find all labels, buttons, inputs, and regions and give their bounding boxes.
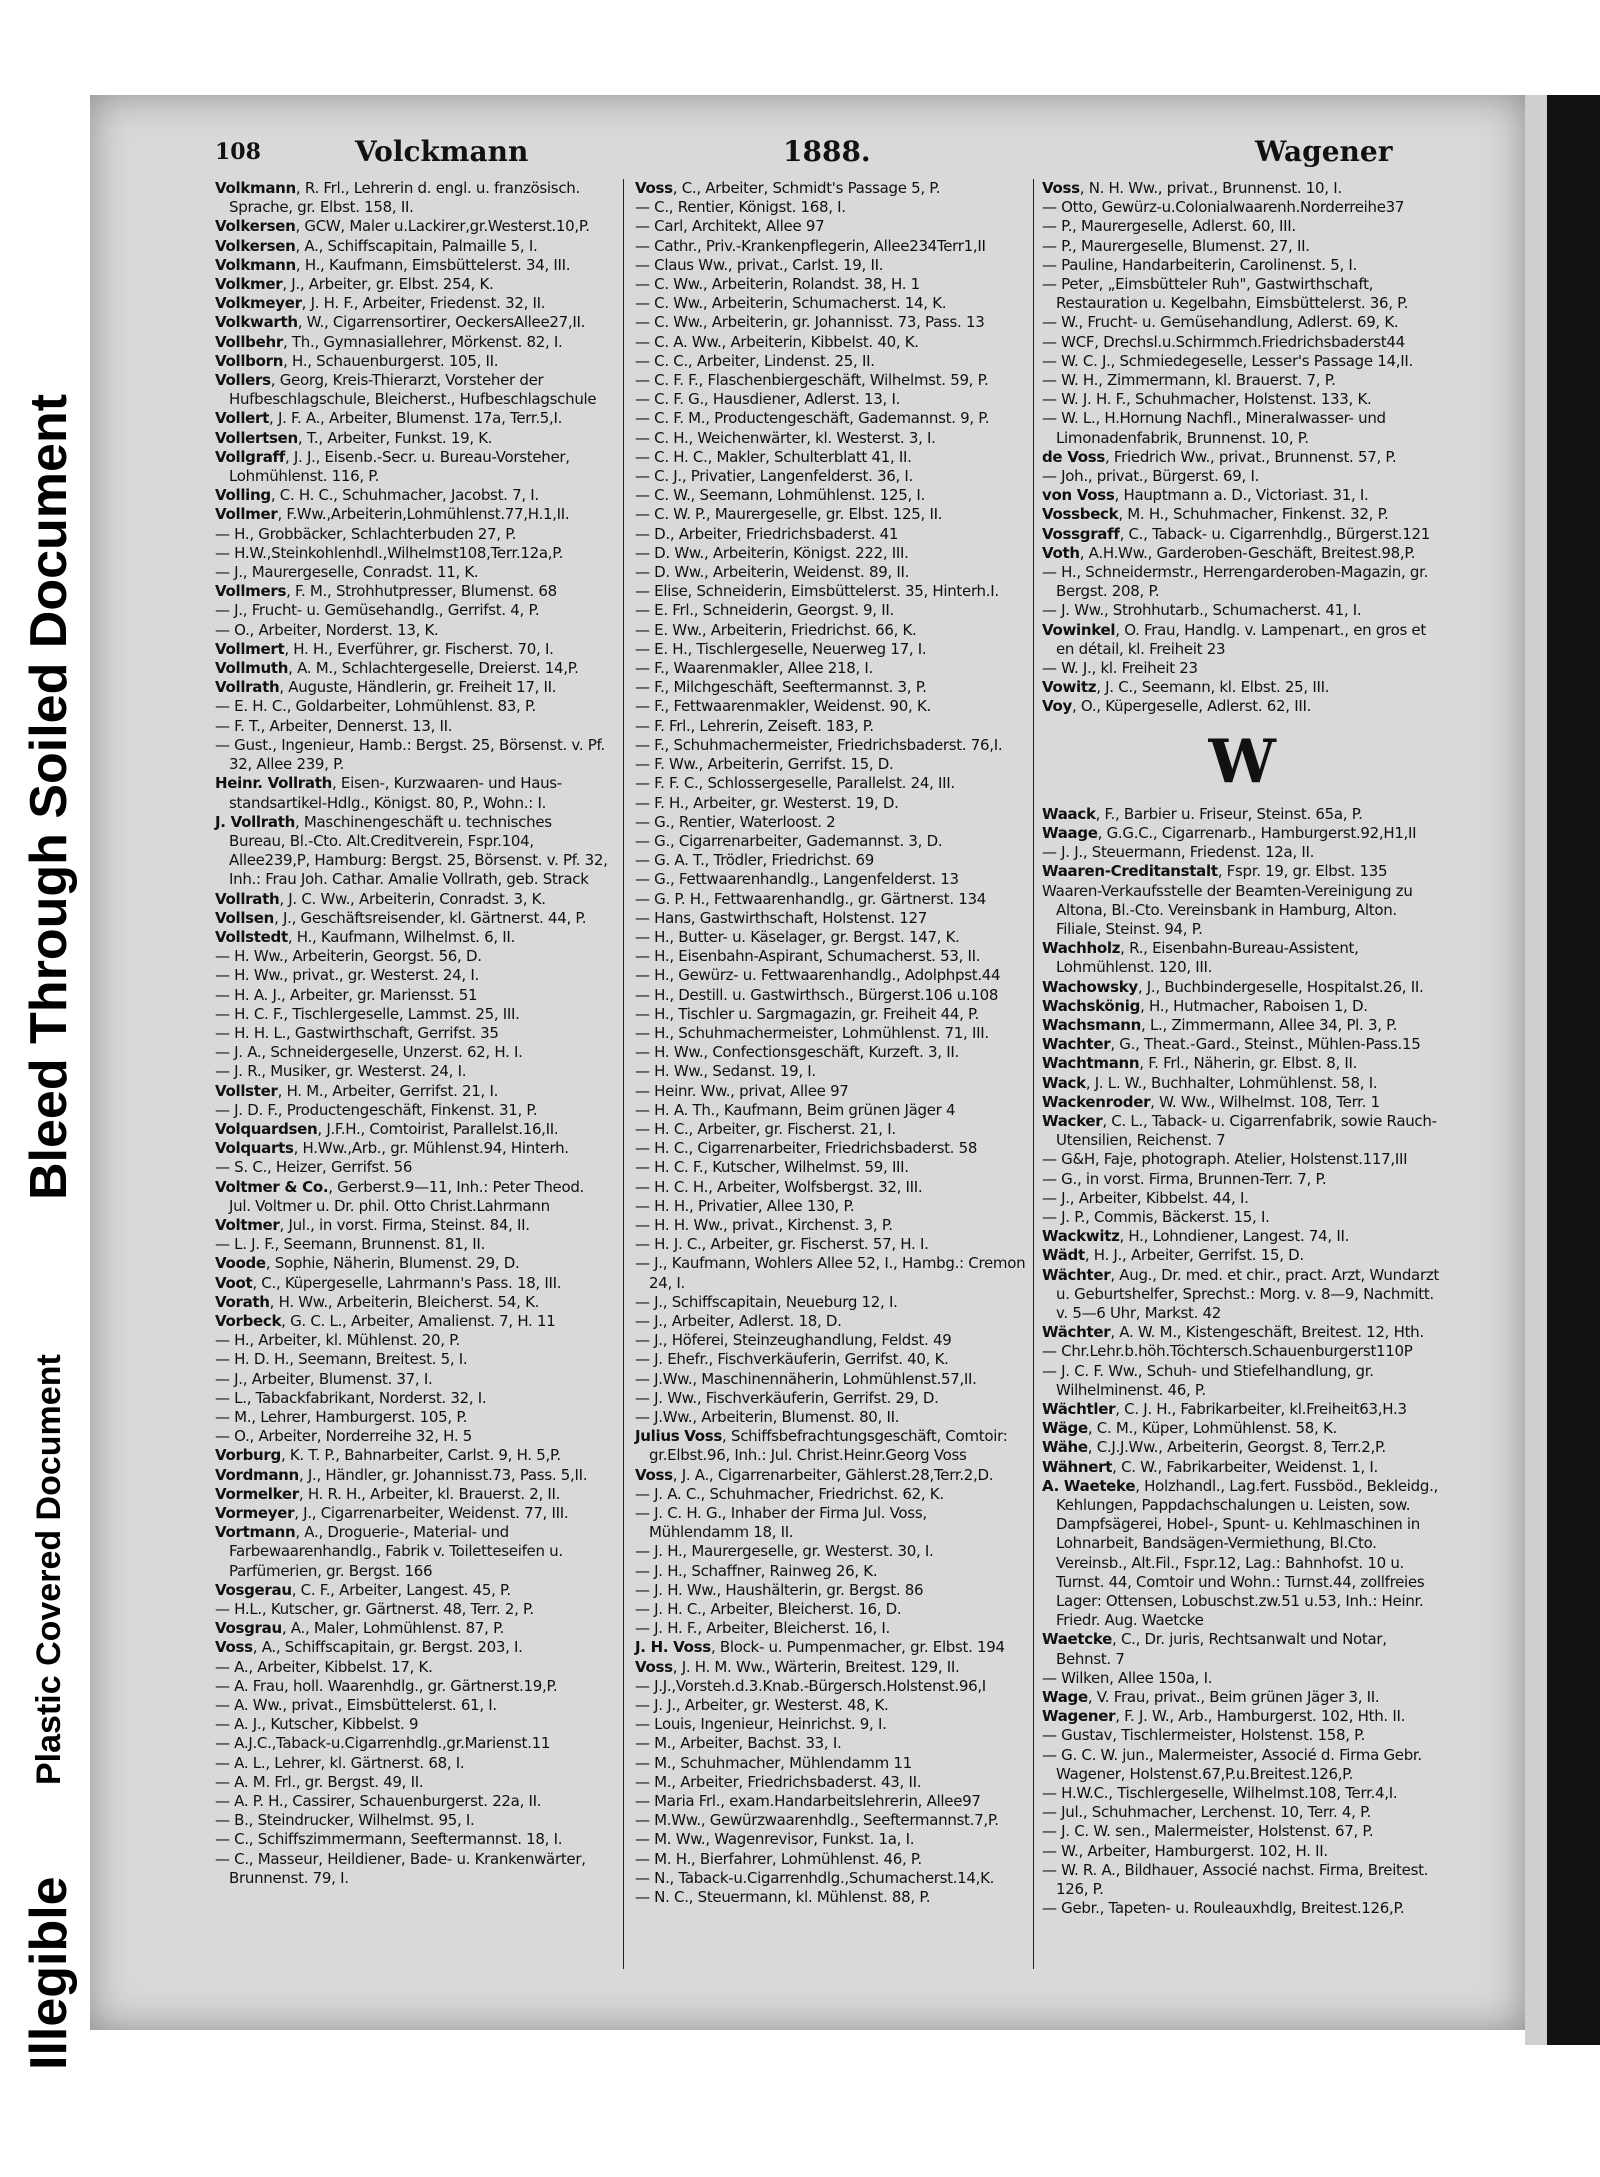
directory-entry: — J. Ww., Strohhutarb., Schumacherst. 41, I. <box>1042 601 1362 620</box>
directory-entry: — Pauline, Handarbeiterin, Carolinenst. 5, I. <box>1042 255 1357 274</box>
directory-entry: — Elise, Schneiderin, Eimsbüttelerst. 35, Hinterh.I. <box>635 582 999 601</box>
directory-entry: — S. C., Heizer, Gerrifst. 56 <box>215 1158 413 1177</box>
directory-entry: — D. Ww., Arbeiterin, Königst. 222, III. <box>635 543 909 562</box>
directory-entry: — J. R., Musiker, gr. Westerst. 24, I. <box>215 1062 467 1081</box>
directory-entry: — J., Frucht- u. Gemüsehandlg., Gerrifst. 4, P. <box>215 601 540 620</box>
directory-entry: de Voss, Friedrich Ww., privat., Brunnenst. 57, P. <box>1042 447 1397 466</box>
directory-entry: Vormelker, H. R. H., Arbeiter, kl. Brauerst. 2, II. <box>215 1484 561 1503</box>
directory-entry: — J., Schiffscapitain, Neueburg 12, I. <box>635 1292 898 1311</box>
directory-entry: Wack, J. L. W., Buchhalter, Lohmühlenst. 58, I. <box>1042 1073 1378 1092</box>
directory-entry: — G., Cigarrenarbeiter, Gademannst. 3, D. <box>635 831 943 850</box>
directory-entry: — J., Arbeiter, Kibbelst. 44, I. <box>1042 1188 1249 1207</box>
directory-entry: Vosgrau, A., Maler, Lohmühlenst. 87, P. <box>215 1619 504 1638</box>
directory-entry: — J. Ehefr., Fischverkäuferin, Gerrifst. 40, K. <box>635 1350 949 1369</box>
directory-entry: — J. D. F., Productengeschäft, Finkenst. 31, P. <box>215 1100 538 1119</box>
directory-entry: Wachholz, R., Eisenbahn-Bureau-Assistent, Lohmühlenst. 120, III. <box>1042 939 1364 977</box>
directory-entry: Wackwitz, H., Lohndiener, Langest. 74, II. <box>1042 1227 1350 1246</box>
directory-entry: — C. F. F., Flaschenbiergeschäft, Wilhelmst. 59, P. <box>635 371 989 390</box>
directory-entry: Volkmeyer, J. H. F., Arbeiter, Friedenst. 32, II. <box>215 294 546 313</box>
directory-entry: — J. A. C., Schuhmacher, Friedrichst. 62, K. <box>635 1484 944 1503</box>
column-3-bottom <box>1042 805 1442 1919</box>
directory-entry: Wacker, C. L., Taback- u. Cigarrenfabrik, sowie Rauch-Utensilien, Reichenst. 7 <box>1042 1111 1437 1150</box>
directory-entry: — H. Ww., Arbeiterin, Georgst. 56, D. <box>215 947 482 966</box>
directory-entry: Voth, A.H.Ww., Garderoben-Geschäft, Breitest.98,P. <box>1042 543 1416 562</box>
directory-entry: — J. P., Commis, Bäckerst. 15, I. <box>1042 1207 1270 1226</box>
directory-entry: — H., Butter- u. Käselager, gr. Bergst. 147, K. <box>635 927 960 946</box>
directory-entry: Waetcke, C., Dr. juris, Rechtsanwalt und Notar, Behnst. 7 <box>1042 1630 1392 1668</box>
directory-entry: Vollrath, J. C. Ww., Arbeiterin, Conradst. 3, K. <box>215 889 546 908</box>
directory-entry: — H., Schneidermstr., Herrengarderoben-Magazin, gr. Bergst. 208, P. <box>1042 563 1433 601</box>
directory-entry: Vorbeck, G. C. L., Arbeiter, Amalienst. 7, H. 11 <box>215 1311 556 1330</box>
directory-entry: Voltmer & Co., Gerberst.9—11, Inh.: Peter Theod. Jul. Voltmer u. Dr. phil. Otto Christ.Lahrmann <box>215 1177 589 1215</box>
directory-entry: — F., Waarenmakler, Allee 218, I. <box>635 659 873 678</box>
directory-entry: — H., Schuhmachermeister, Lohmühlenst. 71, III. <box>635 1023 989 1042</box>
directory-entry: — G. A. T., Trödler, Friedrichst. 69 <box>635 851 874 870</box>
directory-entry: — Maria Frl., exam.Handarbeitslehrerin, Allee97 <box>635 1792 981 1811</box>
directory-entry: — Gustav, Tischlermeister, Holstenst. 158, P. <box>1042 1726 1366 1745</box>
directory-entry: Vollstedt, H., Kaufmann, Wilhelmst. 6, II. <box>215 927 516 946</box>
directory-entry: — G&H, Faje, photograph. Atelier, Holstenst.117,III <box>1042 1150 1408 1169</box>
directory-entry: Vortmann, A., Droguerie-, Material- und Farbewaarenhandlg., Fabrik v. Toiletteseifen u. Parfümerien, gr. Bergst. 166 <box>215 1523 568 1580</box>
directory-entry: Voot, C., Küpergeselle, Lahrmann's Pass. 18, III. <box>215 1273 562 1292</box>
directory-entry: — Louis, Ingenieur, Heinrichst. 9, I. <box>635 1715 887 1734</box>
directory-entry: — W. J. H. F., Schuhmacher, Holstenst. 133, K. <box>1042 390 1372 409</box>
directory-entry: Wäge, C. M., Küper, Lohmühlenst. 58, K. <box>1042 1419 1337 1438</box>
directory-entry: — H. Ww., Confectionsgeschäft, Kurzeft. 3, II. <box>635 1043 959 1062</box>
directory-entry: Vollster, H. M., Arbeiter, Gerrifst. 21, I. <box>215 1081 499 1100</box>
label-plastic: Plastic Covered Document <box>30 1354 68 1785</box>
directory-entry: — P., Maurergeselle, Adlerst. 60, III. <box>1042 217 1296 236</box>
directory-entry: — G. C. W. jun., Malermeister, Associé d. Firma Gebr. Wagener, Holstenst.67,P.u.Breitest.126,P. <box>1042 1745 1427 1783</box>
directory-entry: Vossbeck, M. H., Schuhmacher, Finkenst. 32, P. <box>1042 505 1389 524</box>
directory-entry: — H., Grobbäcker, Schlachterbuden 27, P. <box>215 524 517 543</box>
directory-entry: — H., Arbeiter, kl. Mühlenst. 20, P. <box>215 1331 461 1350</box>
directory-entry: Wähe, C.J.J.Ww., Arbeiterin, Georgst. 8, Terr.2,P. <box>1042 1438 1386 1457</box>
directory-entry: — M. Ww., Wagenrevisor, Funkst. 1a, I. <box>635 1830 915 1849</box>
directory-entry: Vossgraff, C., Taback- u. Cigarrenhdlg., Bürgerst.121 <box>1042 524 1430 543</box>
directory-entry: — F. T., Arbeiter, Dennerst. 13, II. <box>215 716 453 735</box>
directory-entry: Vollmert, H. H., Everführer, gr. Fischerst. 70, I. <box>215 639 554 658</box>
directory-entry: J. H. Voss, Block- u. Pumpenmacher, gr. Elbst. 194 <box>635 1638 1005 1657</box>
binding-shadow <box>1547 95 1600 2045</box>
directory-entry: Volquardsen, J.F.H., Comtoirist, Parallelst.16,II. <box>215 1119 559 1138</box>
directory-entry: Wähnert, C. W., Fabrikarbeiter, Weidenst. 1, I. <box>1042 1457 1379 1476</box>
directory-entry: Volquarts, H.Ww.,Arb., gr. Mühlenst.94, Hinterh. <box>215 1139 569 1158</box>
directory-entry: Wachsmann, L., Zimmermann, Allee 34, Pl. 3, P. <box>1042 1015 1398 1034</box>
directory-entry: — Claus Ww., privat., Carlst. 19, II. <box>635 255 884 274</box>
directory-entry: Wachter, G., Theat.-Gard., Steinst., Mühlen-Pass.15 <box>1042 1035 1421 1054</box>
directory-entry: — Peter, „Eimsbütteler Ruh", Gastwirthschaft, Restauration u. Kegelbahn, Eimsbüttelerst. 36, P. <box>1042 275 1409 313</box>
directory-entry: — Chr.Lehr.b.höh.Töchtersch.Schauenburgerst110P <box>1042 1342 1413 1361</box>
directory-entry: — W. J., kl. Freiheit 23 <box>1042 659 1198 678</box>
directory-entry: Volkersen, A., Schiffscapitain, Palmaille 5, I. <box>215 236 538 255</box>
label-illegible: Illegible <box>20 1876 78 2070</box>
header-year: 1888. <box>783 135 871 168</box>
label-bleed: Bleed Through Soiled Document <box>20 393 78 1200</box>
directory-entry: — H. Ww., privat., gr. Westerst. 24, I. <box>215 966 479 985</box>
directory-entry: — H. C., Cigarrenarbeiter, Friedrichsbaderst. 58 <box>635 1139 978 1158</box>
header-right-word: Wagener <box>1255 135 1393 168</box>
directory-entry: — H. C. F., Kutscher, Wilhelmst. 59, III. <box>635 1158 909 1177</box>
directory-entry: Waaren-Verkaufsstelle der Beamten-Vereinigung zu Altona, Bl.-Cto. Vereinsbank in Hamburg, Alton. Filiale, Steinst. 94, P. <box>1042 881 1417 938</box>
directory-entry: — J.J.,Vorsteh.d.3.Knab.-Bürgersch.Holstenst.96,I <box>635 1676 986 1695</box>
directory-entry: — C. Ww., Arbeiterin, Schumacherst. 14, K. <box>635 294 947 313</box>
directory-entry: — G., Rentier, Waterloost. 2 <box>635 812 836 831</box>
directory-entry: — H., Gewürz- u. Fettwaarenhandlg., Adolphpst.44 <box>635 966 1001 985</box>
directory-entry: — C. H. C., Makler, Schulterblatt 41, II. <box>635 447 912 466</box>
directory-entry: Heinr. Vollrath, Eisen-, Kurzwaaren- und Haus-standsartikel-Hdlg., Königst. 80, P., Wohn.: I. <box>215 774 562 812</box>
directory-entry: J. Vollrath, Maschinengeschäft u. technisches Bureau, Bl.-Cto. Alt.Creditverein, Fspr.104, Allee239,P, Hamburg: Bergst. 25, Börsenst. v. Pf. 32, Inh.: Frau Joh. Cathar. Amalie Vollrath, geb. Strack <box>215 812 613 889</box>
directory-entry: — H. C., Arbeiter, gr. Fischerst. 21, I. <box>635 1119 896 1138</box>
directory-entry: Vollert, J. F. A., Arbeiter, Blumenst. 17a, Terr.5,I. <box>215 409 563 428</box>
directory-entry: — Jul., Schuhmacher, Lerchenst. 10, Terr. 4, P. <box>1042 1803 1371 1822</box>
directory-entry: — A. M. Frl., gr. Bergst. 49, II. <box>215 1772 424 1791</box>
directory-entry: — A. P. H., Cassirer, Schauenburgerst. 22a, II. <box>215 1792 542 1811</box>
directory-entry: — Otto, Gewürz-u.Colonialwaarenh.Norderreihe37 <box>1042 198 1405 217</box>
directory-entry: Volkersen, GCW, Maler u.Lackirer,gr.Westerst.10,P. <box>215 217 590 236</box>
page-content <box>215 135 1505 2015</box>
directory-entry: — G., Fettwaarenhandlg., Langenfelderst. 13 <box>635 870 959 889</box>
directory-entry: — C. W., Seemann, Lohmühlenst. 125, I. <box>635 486 926 505</box>
directory-entry: — J. Ww., Fischverkäuferin, Gerrifst. 29, D. <box>635 1388 939 1407</box>
directory-entry: Wädt, H. J., Arbeiter, Gerrifst. 15, D. <box>1042 1246 1304 1265</box>
directory-entry: — F. F. C., Schlossergeselle, Parallelst. 24, III. <box>635 774 955 793</box>
directory-entry: Wächter, Aug., Dr. med. et chir., pract. Arzt, Wundarzt u. Geburtshelfer, Sprechst.: Morg. v. 8—9, Nachmitt. v. 5—6 Uhr, Markst. 42 <box>1042 1265 1444 1322</box>
directory-entry: Voltmer, Jul., in vorst. Firma, Steinst. 84, II. <box>215 1215 530 1234</box>
directory-entry: — M.Ww., Gewürzwaarenhdlg., Seeftermannst.7,P. <box>635 1811 999 1830</box>
directory-entry: — E. Ww., Arbeiterin, Friedrichst. 66, K. <box>635 620 917 639</box>
directory-entry: — C. W. P., Maurergeselle, gr. Elbst. 125, II. <box>635 505 943 524</box>
directory-entry: — C., Masseur, Heildiener, Bade- u. Krankenwärter, Brunnenst. 79, I. <box>215 1849 591 1887</box>
directory-entry: — F., Schuhmachermeister, Friedrichsbaderst. 76,I. <box>635 735 1003 754</box>
directory-entry: — J., Maurergeselle, Conradst. 11, K. <box>215 563 479 582</box>
directory-entry: — J. A., Schneidergeselle, Unzerst. 62, H. I. <box>215 1043 523 1062</box>
directory-entry: Waage, G.G.C., Cigarrenarb., Hamburgerst.92,H1,II <box>1042 823 1417 842</box>
directory-entry: — H.W.C., Tischlergeselle, Wilhelmst.108, Terr.4,I. <box>1042 1784 1398 1803</box>
directory-entry: — J. C. H. G., Inhaber der Firma Jul. Voss, Mühlendamm 18, II. <box>635 1504 932 1542</box>
directory-entry: — D. Ww., Arbeiterin, Weidenst. 89, II. <box>635 563 910 582</box>
directory-entry: — J. H. Ww., Haushälterin, gr. Bergst. 86 <box>635 1580 924 1599</box>
section-letter: W <box>1208 726 1276 797</box>
directory-entry: — J. J., Steuermann, Friedenst. 12a, II. <box>1042 843 1315 862</box>
directory-entry: — J. C. F. Ww., Schuh- und Stiefelhandlung, gr. Wilhelminenst. 46, P. <box>1042 1361 1379 1399</box>
directory-entry: — M., Arbeiter, Friedrichsbaderst. 43, II. <box>635 1772 922 1791</box>
directory-entry: — H., Tischler u. Sargmagazin, gr. Freiheit 44, P. <box>635 1004 979 1023</box>
directory-entry: Vorburg, K. T. P., Bahnarbeiter, Carlst. 9, H. 5,P. <box>215 1446 561 1465</box>
directory-entry: — W. L., H.Hornung Nachfl., Mineralwasser- und Limonadenfabrik, Brunnenst. 10, P. <box>1042 409 1391 447</box>
directory-entry: — W., Arbeiter, Hamburgerst. 102, H. II. <box>1042 1841 1328 1860</box>
directory-entry: Vormeyer, J., Cigarrenarbeiter, Weidenst. 77, III. <box>215 1504 569 1523</box>
directory-entry: — H. D. H., Seemann, Breitest. 5, I. <box>215 1350 468 1369</box>
directory-entry: Vollmuth, A. M., Schlachtergeselle, Dreierst. 14,P. <box>215 659 579 678</box>
directory-entry: Voss, N. H. Ww., privat., Brunnenst. 10, I. <box>1042 179 1342 197</box>
directory-entry: — M., Schuhmacher, Mühlendamm 11 <box>635 1753 912 1772</box>
directory-entry: Voy, O., Küpergeselle, Adlerst. 62, III. <box>1042 697 1312 716</box>
directory-entry: — O., Arbeiter, Norderst. 13, K. <box>215 620 439 639</box>
directory-entry: — J.Ww., Maschinennäherin, Lohmühlenst.57,II. <box>635 1369 977 1388</box>
directory-entry: — C., Rentier, Königst. 168, I. <box>635 198 846 217</box>
directory-entry: — J. J., Arbeiter, gr. Westerst. 48, K. <box>635 1696 889 1715</box>
column-1 <box>215 179 613 1888</box>
directory-entry: — H. H. L., Gastwirthschaft, Gerrifst. 35 <box>215 1023 499 1042</box>
directory-entry: — C. H., Weichenwärter, kl. Westerst. 3, I. <box>635 428 936 447</box>
directory-entry: — Gebr., Tapeten- u. Rouleauxhdlg, Breitest.126,P. <box>1042 1899 1405 1918</box>
directory-entry: — H. H. Ww., privat., Kirchenst. 3, P. <box>635 1215 893 1234</box>
column-2 <box>635 179 1030 1907</box>
directory-entry: Volkwarth, W., Cigarrensortirer, OeckersAllee27,II. <box>215 313 586 332</box>
directory-entry: Vollmer, F.Ww.,Arbeiterin,Lohmühlenst.77,H.1,II. <box>215 505 570 524</box>
directory-entry: Wagener, F. J. W., Arb., Hamburgerst. 102, Hth. II. <box>1042 1707 1406 1726</box>
directory-entry: — W. R. A., Bildhauer, Associé nachst. Firma, Breitest. 126, P. <box>1042 1860 1433 1899</box>
scan-condition-label <box>14 120 84 2070</box>
directory-entry: Wächter, A. W. M., Kistengeschäft, Breitest. 12, Hth. <box>1042 1323 1424 1342</box>
directory-entry: — J. H. C., Arbeiter, Bleicherst. 16, D. <box>635 1600 902 1619</box>
directory-entry: — J. H., Maurergeselle, gr. Westerst. 30, I. <box>635 1542 934 1561</box>
column-3 <box>1042 179 1442 1918</box>
directory-entry: — E. Frl., Schneiderin, Georgst. 9, II. <box>635 601 894 620</box>
directory-entry: Volkmann, R. Frl., Lehrerin d. engl. u. französisch. Sprache, gr. Elbst. 158, II. <box>215 179 585 217</box>
directory-entry: — H. J. C., Arbeiter, gr. Fischerst. 57, H. I. <box>635 1235 929 1254</box>
directory-entry: — C., Schiffszimmermann, Seeftermannst. 18, I. <box>215 1830 563 1849</box>
directory-entry: — J. H. F., Arbeiter, Bleicherst. 16, I. <box>635 1619 891 1638</box>
directory-entry: — G., in vorst. Firma, Brunnen-Terr. 7, P. <box>1042 1169 1327 1188</box>
directory-entry: Vollsen, J., Geschäftsreisender, kl. Gärtnerst. 44, P. <box>215 908 587 927</box>
directory-entry: Vorath, H. Ww., Arbeiterin, Bleicherst. 54, K. <box>215 1292 540 1311</box>
directory-entry: — W. C. J., Schmiedegeselle, Lesser's Passage 14,II. <box>1042 351 1413 370</box>
directory-entry: — H., Destill. u. Gastwirthsch., Bürgerst.106 u.108 <box>635 985 999 1004</box>
directory-entry: — F., Milchgeschäft, Seeftermannst. 3, P. <box>635 678 927 697</box>
directory-entry: Vollborn, H., Schauenburgerst. 105, II. <box>215 351 499 370</box>
directory-entry: — Hans, Gastwirthschaft, Holstenst. 127 <box>635 908 928 927</box>
directory-entry: — WCF, Drechsl.u.Schirmmch.Friedrichsbaderst44 <box>1042 332 1405 351</box>
directory-entry: — J., Arbeiter, Blumenst. 37, I. <box>215 1369 433 1388</box>
directory-entry: Waaren-Creditanstalt, Fspr. 19, gr. Elbst. 135 <box>1042 862 1388 881</box>
directory-entry: Wachowsky, J., Buchbindergeselle, Hospitalst.26, II. <box>1042 977 1424 996</box>
directory-entry: — J., Kaufmann, Wohlers Allee 52, I., Hambg.: Cremon 24, I. <box>635 1254 1030 1292</box>
directory-entry: — H. A. J., Arbeiter, gr. Mariensst. 51 <box>215 985 478 1004</box>
directory-entry: — F., Fettwaarenmakler, Weidenst. 90, K. <box>635 697 931 716</box>
directory-entry: — L. J. F., Seemann, Brunnenst. 81, II. <box>215 1235 485 1254</box>
directory-entry: — N. C., Steuermann, kl. Mühlenst. 88, P. <box>635 1888 931 1907</box>
directory-entry: Vosgerau, C. F., Arbeiter, Langest. 45, P. <box>215 1580 511 1599</box>
directory-entry: — H.L., Kutscher, gr. Gärtnerst. 48, Terr. 2, P. <box>215 1600 534 1619</box>
directory-entry: Julius Voss, Schiffsbefrachtungsgeschäft, Comtoir: gr.Elbst.96, Inh.: Jul. Christ.Heinr.Georg Voss <box>635 1427 1012 1465</box>
directory-entry: Wachskönig, H., Hutmacher, Raboisen 1, D. <box>1042 996 1368 1015</box>
directory-entry: — C. Ww., Arbeiterin, gr. Johannisst. 73, Pass. 13 <box>635 313 985 332</box>
directory-entry: — F. Frl., Lehrerin, Zeiseft. 183, P. <box>635 716 874 735</box>
directory-entry: — Joh., privat., Bürgerst. 69, I. <box>1042 467 1260 486</box>
directory-entry: Vollgraff, J. J., Eisenb.-Secr. u. Bureau-Vorsteher, Lohmühlenst. 116, P. <box>215 447 575 486</box>
directory-entry: von Voss, Hauptmann a. D., Victoriast. 31, I. <box>1042 486 1369 505</box>
directory-entry: Wage, V. Frau, privat., Beim grünen Jäger 3, II. <box>1042 1688 1380 1707</box>
directory-entry: — E. H., Tischlergeselle, Neuerweg 17, I. <box>635 639 927 658</box>
directory-entry: — C. Ww., Arbeiterin, Rolandst. 38, H. 1 <box>635 275 920 294</box>
directory-entry: — W. H., Zimmermann, kl. Brauerst. 7, P. <box>1042 371 1336 390</box>
directory-entry: — F. H., Arbeiter, gr. Westerst. 19, D. <box>635 793 899 812</box>
directory-entry: — A.J.C.,Taback-u.Cigarrenhdlg.,gr.Marienst.11 <box>215 1734 551 1753</box>
directory-entry: — G. P. H., Fettwaarenhandlg., gr. Gärtnerst. 134 <box>635 889 987 908</box>
running-header <box>215 135 1505 171</box>
directory-entry: — Wilken, Allee 150a, I. <box>1042 1668 1213 1687</box>
directory-entry: — A. Ww., privat., Eimsbüttelerst. 61, I. <box>215 1696 497 1715</box>
directory-entry: Voode, Sophie, Näherin, Blumenst. 29, D. <box>215 1254 520 1273</box>
directory-entry: — Carl, Architekt, Allee 97 <box>635 217 825 236</box>
directory-entry: Wachtmann, F. Frl., Näherin, gr. Elbst. 8, II. <box>1042 1054 1358 1073</box>
directory-entry: Wackenroder, W. Ww., Wilhelmst. 108, Terr. 1 <box>1042 1092 1380 1111</box>
directory-entry: — C. F. M., Productengeschäft, Gademannst. 9, P. <box>635 409 990 428</box>
directory-entry: Vollrath, Auguste, Händlerin, gr. Freiheit 17, II. <box>215 678 557 697</box>
directory-entry: — J., Höferei, Steinzeughandlung, Feldst. 49 <box>635 1331 952 1350</box>
header-left-word: Volckmann <box>355 135 529 168</box>
directory-entry: — W., Frucht- u. Gemüsehandlung, Adlerst. 69, K. <box>1042 313 1399 332</box>
directory-entry: — N., Taback-u.Cigarrenhdlg.,Schumacherst.14,K. <box>635 1868 995 1887</box>
directory-entry: — H. Ww., Sedanst. 19, I. <box>635 1062 816 1081</box>
directory-entry: — Cathr., Priv.-Krankenpflegerin, Allee234Terr1,II <box>635 236 986 255</box>
directory-entry: Voss, A., Schiffscapitain, gr. Bergst. 203, I. <box>215 1638 523 1657</box>
directory-entry: — C. J., Privatier, Langenfelderst. 36, I. <box>635 467 914 486</box>
directory-entry: Volling, C. H. C., Schuhmacher, Jacobst. 7, I. <box>215 486 539 505</box>
directory-entry: — H. A. Th., Kaufmann, Beim grünen Jäger 4 <box>635 1100 956 1119</box>
directory-entry: Voss, C., Arbeiter, Schmidt's Passage 5, P. <box>635 179 941 197</box>
directory-entry: — P., Maurergeselle, Blumenst. 27, II. <box>1042 236 1310 255</box>
directory-entry: — Gust., Ingenieur, Hamb.: Bergst. 25, Börsenst. v. Pf. 32, Allee 239, P. <box>215 735 610 774</box>
directory-entry: — B., Steindrucker, Wilhelmst. 95, I. <box>215 1811 475 1830</box>
column-3-top <box>1042 179 1442 717</box>
directory-entry: — L., Tabackfabrikant, Norderst. 32, I. <box>215 1388 487 1407</box>
directory-entry: — Heinr. Ww., privat, Allee 97 <box>635 1081 849 1100</box>
column-rule-2 <box>1033 179 1034 1969</box>
directory-entry: Vowinkel, O. Frau, Handlg. v. Lampenart., en gros et en détail, kl. Freiheit 23 <box>1042 620 1431 658</box>
directory-entry: — H. C. H., Arbeiter, Wolfsbergst. 32, III. <box>635 1177 923 1196</box>
directory-entry: — C. A. Ww., Arbeiterin, Kibbelst. 40, K. <box>635 332 919 351</box>
directory-entry: Volkmer, J., Arbeiter, gr. Elbst. 254, K. <box>215 275 494 294</box>
page-number: 108 <box>215 139 261 165</box>
directory-entry: — A. Frau, holl. Waarenhdlg., gr. Gärtnerst.19,P. <box>215 1676 558 1695</box>
directory-entry: Wächtler, C. J. H., Fabrikarbeiter, kl.Freiheit63,H.3 <box>1042 1399 1407 1418</box>
directory-entry: — C. F. G., Hausdiener, Adlerst. 13, I. <box>635 390 901 409</box>
directory-entry: A. Waeteke, Holzhandl., Lag.fert. Fussböd., Bekleidg., Kehlungen, Pappdachschalungen u. Leisten, sow. Dampfsägerei, Hobel-, Spunt- u. Kehlmaschinen in Lohnarbeit, Bandsägen-Vermiethung, Bl.Cto. Vereinsb., Alt.Fil., Fspr.12, Lag.: Bahnhofst. 10 u. Turnst. 44, Comtoir und Wohn.: Turnst.44, zollfreies Lager: Ottensen, Lobuschst.zw.51 u.53, Inh.: Heinr. Friedr. Aug. Waetcke <box>1042 1476 1443 1630</box>
directory-entry: — A., Arbeiter, Kibbelst. 17, K. <box>215 1657 433 1676</box>
directory-entry: — M., Arbeiter, Bachst. 33, I. <box>635 1734 842 1753</box>
directory-entry: Vollertsen, T., Arbeiter, Funkst. 19, K. <box>215 428 493 447</box>
directory-entry: — C. C., Arbeiter, Lindenst. 25, II. <box>635 351 875 370</box>
directory-entry: Vollers, Georg, Kreis-Thierarzt, Vorsteher der Hufbeschlagschule, Bleicherst., Hufbeschlagschule <box>215 371 597 409</box>
directory-entry: — M. H., Bierfahrer, Lohmühlenst. 46, P. <box>635 1849 922 1868</box>
directory-entry: — D., Arbeiter, Friedrichsbaderst. 41 <box>635 524 899 543</box>
directory-entry: — H.W.,Steinkohlenhdl.,Wilhelmst108,Terr.12a,P. <box>215 543 564 562</box>
directory-entry: — H., Eisenbahn-Aspirant, Schumacherst. 53, II. <box>635 947 981 966</box>
adjacent-page-edge <box>1525 95 1600 2045</box>
directory-entry: — H. C. F., Tischlergeselle, Lammst. 25, III. <box>215 1004 520 1023</box>
directory-entry: — F. Ww., Arbeiterin, Gerrifst. 15, D. <box>635 755 894 774</box>
directory-entry: — A. L., Lehrer, kl. Gärtnerst. 68, I. <box>215 1753 465 1772</box>
directory-entry: Voss, J. A., Cigarrenarbeiter, Gählerst.28,Terr.2,D. <box>635 1465 994 1484</box>
directory-entry: — J. H., Schaffner, Rainweg 26, K. <box>635 1561 878 1580</box>
directory-entry: Vollbehr, Th., Gymnasiallehrer, Mörkenst. 82, I. <box>215 332 563 351</box>
directory-entry: Vollmers, F. M., Strohhutpresser, Blumenst. 68 <box>215 582 557 601</box>
directory-entry: — H. H., Privatier, Allee 130, P. <box>635 1196 855 1215</box>
directory-entry: Waack, F., Barbier u. Friseur, Steinst. 65a, P. <box>1042 804 1363 823</box>
directory-entry: — O., Arbeiter, Norderreihe 32, H. 5 <box>215 1427 473 1446</box>
directory-entry: Vowitz, J. C., Seemann, kl. Elbst. 25, III. <box>1042 678 1330 697</box>
directory-entry: — J. C. W. sen., Malermeister, Holstenst. 67, P. <box>1042 1822 1374 1841</box>
column-rule-1 <box>623 179 624 1969</box>
directory-entry: — E. H. C., Goldarbeiter, Lohmühlenst. 83, P. <box>215 697 536 716</box>
directory-entry: — A. J., Kutscher, Kibbelst. 9 <box>215 1715 419 1734</box>
directory-entry: Voss, J. H. M. Ww., Wärterin, Breitest. 129, II. <box>635 1657 960 1676</box>
directory-entry: — M., Lehrer, Hamburgerst. 105, P. <box>215 1408 468 1426</box>
directory-entry: Vordmann, J., Händler, gr. Johannisst.73, Pass. 5,II. <box>215 1465 588 1484</box>
directory-entry: Volkmann, H., Kaufmann, Eimsbüttelerst. 34, III. <box>215 255 571 274</box>
directory-entry: — J., Arbeiter, Adlerst. 18, D. <box>635 1311 842 1330</box>
directory-entry: — J.Ww., Arbeiterin, Blumenst. 80, II. <box>635 1408 900 1426</box>
directory-page <box>90 95 1525 2030</box>
